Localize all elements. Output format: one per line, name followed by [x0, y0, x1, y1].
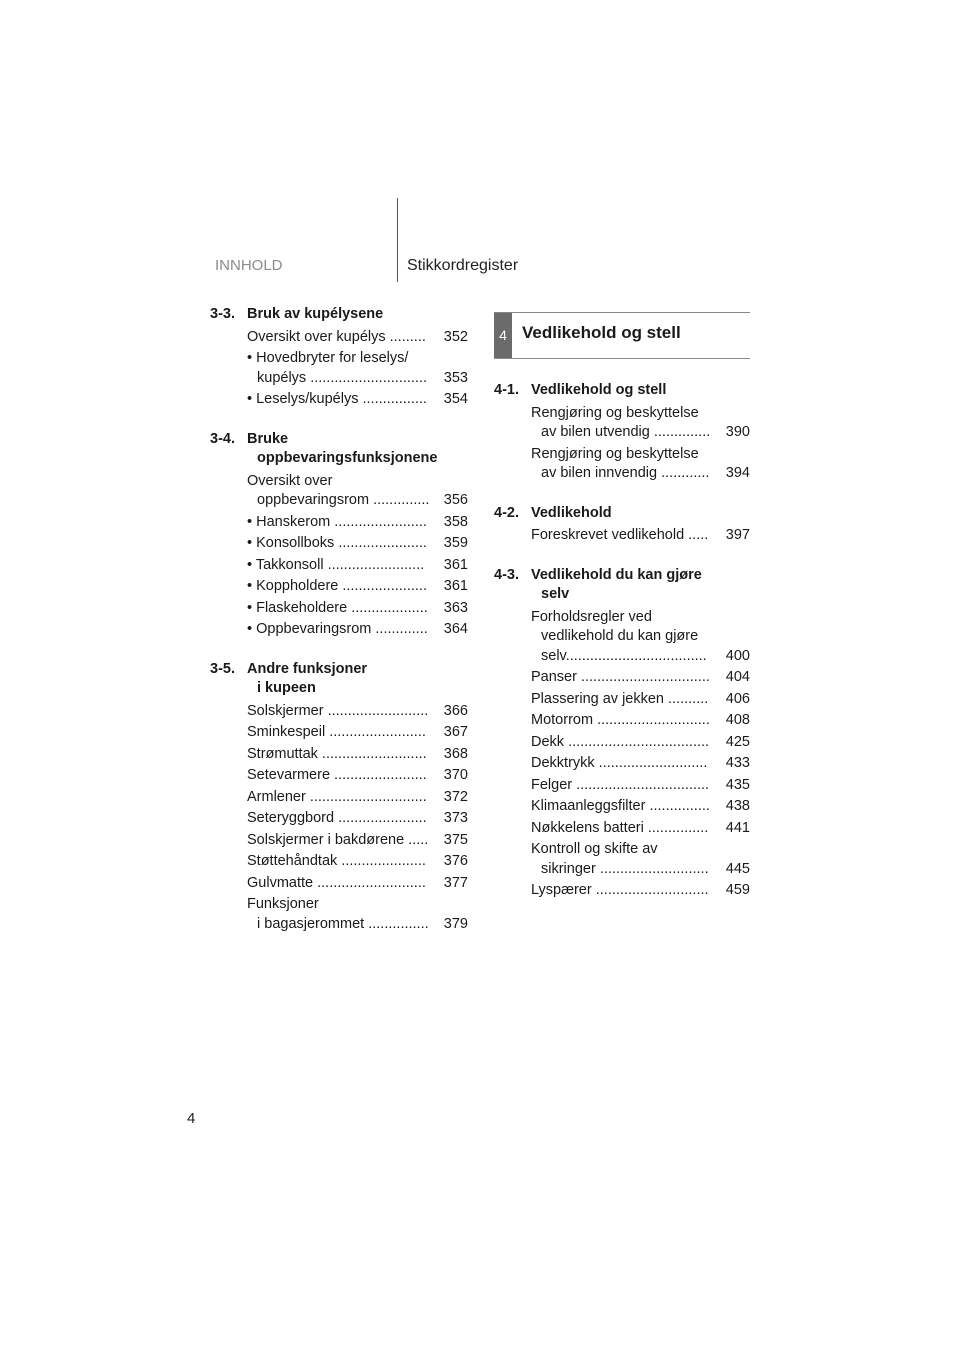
entry-line: Armlener ............................. — [247, 788, 427, 805]
entry-line: av bilen innvendig ............ — [541, 465, 710, 481]
entry-page-number: 353 — [443, 369, 468, 386]
entry-line: sikringer ........................... — [541, 860, 709, 877]
entry-list — [531, 526, 750, 546]
entry-line: Rengjøring og beskyttelse — [531, 404, 699, 421]
entry-line: Gulvmatte ........................... — [247, 874, 426, 891]
toc-entry[interactable] — [247, 620, 468, 640]
entry-page-number: 359 — [443, 535, 468, 551]
entry-line: i bagasjerommet ............... — [257, 915, 429, 932]
entry-text — [531, 404, 722, 443]
entry-page-number: 376 — [443, 853, 468, 869]
entry-line: selv................................... — [541, 647, 707, 664]
entry-line: vedlikehold du kan gjøre — [541, 628, 699, 644]
entry-line: Kontroll og skifte av — [531, 841, 658, 857]
entry-text — [247, 534, 440, 554]
toc-entry[interactable] — [247, 895, 468, 934]
toc-entry[interactable] — [247, 349, 468, 388]
entry-line: • Hanskerom ....................... — [247, 513, 427, 530]
section-title — [247, 430, 468, 469]
section-subtitle: i kupeen — [257, 680, 316, 696]
entry-text — [247, 852, 440, 872]
section-title-text: Bruk av kupélysene — [247, 306, 384, 322]
section-heading — [494, 566, 750, 605]
toc-entry[interactable] — [247, 577, 468, 597]
toc-entry[interactable] — [531, 668, 750, 688]
section-heading — [210, 430, 468, 469]
entry-text — [531, 776, 722, 796]
entry-line: Rengjøring og beskyttelse — [531, 445, 699, 462]
toc-entry[interactable] — [531, 840, 750, 879]
entry-line: • Leselys/kupélys ................ — [247, 391, 427, 407]
entry-text — [247, 472, 440, 511]
entry-text — [531, 754, 722, 774]
entry-page-number: 358 — [443, 513, 468, 530]
entry-text — [247, 390, 440, 410]
toc-entry[interactable] — [247, 723, 468, 743]
entry-line: Strømuttak .......................... — [247, 745, 427, 762]
entry-page-number: 373 — [443, 810, 468, 826]
entry-page-number: 408 — [725, 712, 750, 728]
entry-text — [531, 797, 722, 817]
toc-entry[interactable] — [247, 745, 468, 765]
section-title — [531, 566, 750, 605]
entry-list — [247, 702, 468, 935]
entry-line: Felger ................................. — [531, 776, 710, 793]
entry-text — [247, 745, 440, 765]
toc-entry[interactable] — [247, 809, 468, 829]
entry-text — [247, 577, 440, 597]
toc-entry[interactable] — [247, 788, 468, 808]
entry-text — [247, 809, 440, 829]
entry-list — [247, 328, 468, 410]
entry-line: Klimaanleggsfilter ............... — [531, 798, 710, 814]
toc-entry[interactable] — [531, 819, 750, 839]
section-subtitle: oppbevaringsfunksjonene — [257, 450, 438, 466]
section-subtitle: selv — [541, 586, 570, 602]
toc-entry[interactable] — [531, 797, 750, 817]
entry-text — [531, 690, 722, 710]
entry-text — [247, 831, 440, 851]
entry-page-number: 379 — [443, 915, 468, 932]
section-title-text: Vedlikehold og stell — [531, 382, 667, 398]
entry-line: oppbevaringsrom .............. — [257, 492, 430, 508]
section-title — [247, 660, 468, 699]
section-title — [531, 504, 750, 524]
chapter-title: Vedlikehold og stell — [522, 323, 681, 342]
entry-line: Solskjermer ......................... — [247, 702, 429, 719]
entry-line: Oversikt over kupélys ......... — [247, 328, 426, 345]
entry-text — [531, 819, 722, 839]
entry-page-number: 375 — [443, 831, 468, 848]
entry-page-number: 435 — [725, 776, 750, 793]
entry-text — [247, 556, 440, 576]
contents-tab[interactable]: INNHOLD — [215, 257, 283, 274]
entry-page-number: 445 — [725, 860, 750, 877]
entry-line: av bilen utvendig .............. — [541, 424, 711, 440]
entry-line: • Flaskeholdere ................... — [247, 599, 428, 616]
entry-text — [531, 840, 722, 879]
entry-page-number: 364 — [443, 621, 468, 637]
entry-line: Støttehåndtak ..................... — [247, 853, 426, 869]
entry-page-number: 438 — [725, 798, 750, 814]
toc-entry[interactable] — [531, 445, 750, 484]
entry-line: Dekk ................................... — [531, 733, 710, 750]
entry-line: Solskjermer i bakdørene ..... — [247, 831, 429, 848]
entry-line: • Konsollboks ...................... — [247, 535, 427, 551]
toc-entry[interactable] — [247, 556, 468, 576]
toc-entry[interactable] — [531, 711, 750, 731]
entry-text — [531, 608, 722, 667]
entry-text — [247, 895, 440, 934]
toc-entry[interactable] — [531, 881, 750, 901]
entry-page-number: 367 — [443, 724, 468, 740]
entry-page-number: 459 — [725, 882, 750, 898]
entry-text — [531, 445, 722, 484]
entry-page-number: 363 — [443, 599, 468, 616]
entry-text — [247, 328, 440, 348]
entry-list — [531, 404, 750, 484]
toc-entry[interactable] — [531, 733, 750, 753]
entry-line: kupélys ............................. — [257, 369, 428, 386]
entry-text — [247, 513, 440, 533]
entry-text — [247, 766, 440, 786]
entry-page-number: 354 — [443, 391, 468, 407]
section-title-text: Andre funksjoner — [247, 660, 368, 677]
entry-page-number: 361 — [443, 578, 468, 594]
entry-page-number: 400 — [725, 647, 750, 664]
entry-line: Forholdsregler ved — [531, 608, 652, 625]
section-title — [531, 381, 750, 401]
entry-line: Nøkkelens batteri ............... — [531, 819, 709, 836]
entry-page-number: 370 — [443, 767, 468, 783]
entry-text — [531, 711, 722, 731]
toc-entry[interactable] — [531, 404, 750, 443]
entry-page-number: 406 — [725, 690, 750, 707]
chapter-number-tab: 4 — [494, 313, 512, 358]
entry-text — [247, 349, 440, 388]
toc-entry[interactable] — [247, 513, 468, 533]
entry-page-number: 361 — [443, 556, 468, 573]
toc-entry[interactable] — [247, 831, 468, 851]
entry-page-number: 441 — [725, 819, 750, 836]
section-number: 4-3. — [494, 566, 519, 583]
toc-entry[interactable] — [247, 702, 468, 722]
entry-line: Oversikt over — [247, 472, 333, 489]
entry-page-number: 372 — [443, 788, 468, 805]
entry-line: Seteryggbord ...................... — [247, 810, 427, 826]
toc-left-column — [210, 305, 468, 936]
section-title-text: Vedlikehold — [531, 504, 612, 521]
entry-list — [247, 472, 468, 640]
entry-line: Funksjoner — [247, 896, 319, 912]
section-heading — [494, 504, 750, 524]
entry-page-number: 356 — [443, 492, 468, 508]
entry-line: • Oppbevaringsrom ............. — [247, 621, 428, 637]
entry-text — [247, 599, 440, 619]
section-number: 4-1. — [494, 382, 519, 398]
entry-text — [531, 881, 722, 901]
section-heading — [210, 305, 468, 325]
toc-entry[interactable] — [531, 526, 750, 546]
section-heading — [210, 660, 468, 699]
entry-text — [247, 620, 440, 640]
entry-page-number: 352 — [443, 328, 468, 345]
toc-entry[interactable] — [247, 874, 468, 894]
entry-text — [247, 874, 440, 894]
entry-text — [531, 526, 722, 546]
toc-entry[interactable] — [247, 534, 468, 554]
section-number: 3-3. — [210, 306, 235, 322]
entry-text — [247, 723, 440, 743]
entry-line: Setevarmere ....................... — [247, 767, 427, 783]
toc-entry[interactable] — [247, 390, 468, 410]
entry-page-number: 425 — [725, 733, 750, 750]
section-heading — [494, 381, 750, 401]
entry-line: Dekktrykk ........................... — [531, 755, 708, 771]
entry-line: Plassering av jekken .......... — [531, 690, 709, 707]
entry-page-number: 404 — [725, 669, 750, 685]
right-sections — [494, 381, 750, 901]
page-number: 4 — [187, 1110, 196, 1127]
section-title — [247, 305, 468, 325]
entry-page-number: 390 — [725, 424, 750, 440]
toc-right-column — [494, 312, 750, 903]
index-tab[interactable]: Stikkordregister — [407, 257, 519, 274]
toc-entry[interactable] — [247, 328, 468, 348]
toc-entry[interactable] — [247, 472, 468, 511]
section-number: 3-5. — [210, 660, 235, 677]
chapter-banner — [494, 312, 750, 359]
entry-line: Panser ................................ — [531, 669, 710, 685]
entry-text — [531, 733, 722, 753]
section-number: 3-4. — [210, 430, 235, 447]
section-title-text: Bruke — [247, 430, 289, 447]
toc-entry[interactable] — [247, 766, 468, 786]
toc-entry[interactable] — [247, 852, 468, 872]
entry-page-number: 397 — [725, 527, 750, 543]
toc-entry[interactable] — [531, 776, 750, 796]
entry-page-number: 377 — [443, 874, 468, 891]
entry-page-number: 366 — [443, 702, 468, 719]
entry-page-number: 368 — [443, 745, 468, 762]
entry-line: • Koppholdere ..................... — [247, 578, 427, 594]
toc-entry[interactable] — [531, 608, 750, 667]
entry-text — [247, 702, 440, 722]
entry-page-number: 433 — [725, 755, 750, 771]
toc-entry[interactable] — [531, 690, 750, 710]
entry-line: • Hovedbryter for leselys/ — [247, 350, 409, 366]
section-number: 4-2. — [494, 504, 519, 521]
entry-text — [247, 788, 440, 808]
header-divider — [397, 198, 398, 282]
toc-entry[interactable] — [247, 599, 468, 619]
entry-line: Lyspærer ............................ — [531, 882, 709, 898]
toc-entry[interactable] — [531, 754, 750, 774]
entry-line: Motorrom ............................ — [531, 712, 710, 728]
entry-text — [531, 668, 722, 688]
entry-page-number: 394 — [725, 465, 750, 481]
entry-line: Sminkespeil ........................ — [247, 724, 426, 740]
entry-list — [531, 608, 750, 901]
entry-line: Foreskrevet vedlikehold ..... — [531, 527, 709, 543]
entry-line: • Takkonsoll ........................ — [247, 556, 425, 573]
section-title-text: Vedlikehold du kan gjøre — [531, 566, 702, 583]
